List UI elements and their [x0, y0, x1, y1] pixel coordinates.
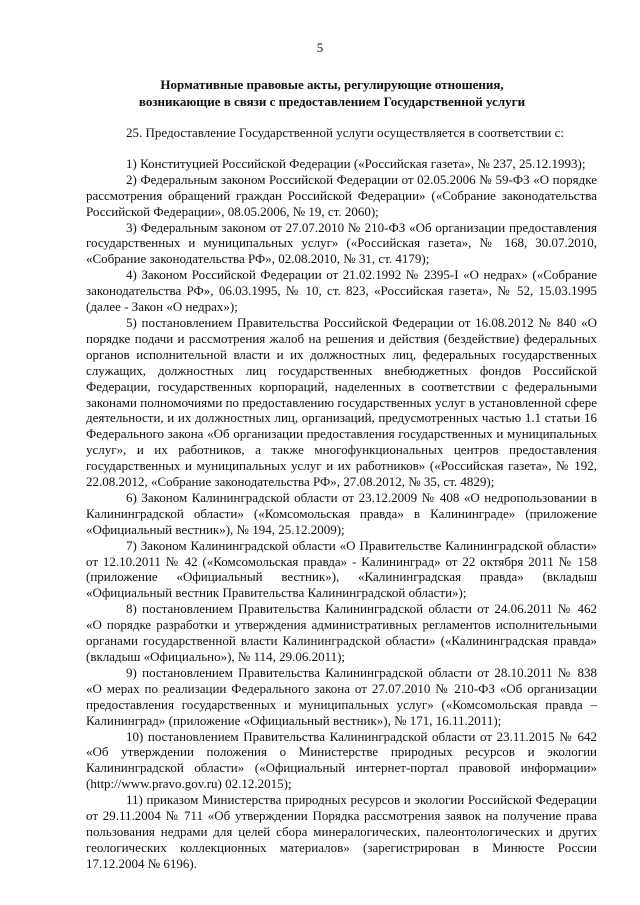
list-item-1: 1) Конституцией Российской Федерации («Российская газета», № 237, 25.12.1993); [126, 155, 586, 171]
list-item-5: 5) постановлением Правительства Российской Федерации от 16.08.2012 № 840 «О порядке подачи и рассмотрения жалоб на решения и действия (бездействие) федеральных органов исполнительной власти и их должностных лиц, федеральных государственных служащих, должностных лиц государственных внебюджетных фондов Российской Федерации, государственных корпораций, наделенных в соответствии с федеральными законами полномочиями по предоставлению государственных услуг в установленной сфере деятельности, и их должностных лиц, организаций, предусмотренных частью 1.1 статьи 16 Федерального закона «Об организации предоставления государственных и муниципальных услуг», и их работников, а также многофункциональных центров предоставления государственных и муниципальных услуг и их работников» («Российская газета», № 192, 22.08.2012, «Собрание законодательства РФ», 27.08.2012, № 35, ст. 4829); [86, 314, 597, 490]
list-item-9: 9) постановлением Правительства Калининградской области от 28.10.2011 № 838 «О мерах по реализации Федерального закона от 27.07.2010 № 210-ФЗ «Об организации предоставления государственных и муниципальных услуг» («Комсомольская правда – Калининград» (приложение «Официальный вестник»), № 171, 16.11.2011); [86, 664, 597, 728]
document-body [86, 125, 597, 872]
page-number: 5 [316, 40, 324, 55]
list-item-6: 6) Законом Калининградской области от 23.12.2009 № 408 «О недропользовании в Калининградской области» («Комсомольская правда» в Калининграде» (приложение «Официальный вестник»), № 194, 25.12.2009); [86, 489, 597, 537]
section-title-line-1: Нормативные правовые акты, регулирующие отношения, [160, 77, 504, 92]
list-item-4: 4) Законом Российской Федерации от 21.02.1992 № 2395-I «О недрах» («Собрание законодательства РФ», 06.03.1995, № 10, ст. 823, «Российская газета», № 52, 15.03.1995 (далее - Закон «О недрах»); [86, 267, 597, 315]
intro-paragraph: 25. Предоставление Государственной услуги осуществляется в соответствии с: [126, 125, 565, 140]
list-item-3: 3) Федеральным законом от 27.07.2010 № 210-ФЗ «Об организации предоставления государственных и муниципальных услуг» («Российская газета», № 168, 30.07.2010, «Собрание законодательства РФ», 02.08.2010, № 31, ст. 4179); [86, 219, 597, 267]
section-title-line-2: возникающие в связи с предоставлением Государственной услуги [138, 94, 526, 109]
list-item-8: 8) постановлением Правительства Калининградской области от 24.06.2011 № 462 «О порядке разработки и утверждения административных регламентов исполнительными органами государственной власти Калининградской области» («Калининградская правда» (вкладыш «Официально»), № 114, 29.06.2011); [86, 601, 597, 664]
list-item-7: 7) Законом Калининградской области «О Правительстве Калининградской области» от 12.10.2011 № 42 («Комсомольская правда» - Калининград» от 22 октября 2011 № 158 (приложение «Официальный вестник»), «Калининградская правда» (вкладыш «Официальный вестник Правительства Калининградской области»); [86, 537, 597, 601]
section-title [80, 76, 584, 110]
list-item-10: 10) постановлением Правительства Калининградской области от 23.11.2015 № 642 «Об утверждении положения о Министерстве природных ресурсов и экологии Калининградской области» («Официальный интернет-портал правовой информации» (http://www.pravo.gov.ru) 02.12.2015); [86, 728, 597, 792]
list-item-11: 11) приказом Министерства природных ресурсов и экологии Российской Федерации от 29.11.2004 № 711 «Об утверждении Порядка рассмотрения заявок на получение права пользования недрами для целей сбора минералогических, палеонтологических и других геологических коллекционных материалов» (зарегистрирован в Минюсте России 17.12.2004 № 6196). [86, 792, 597, 871]
list-item-2: 2) Федеральным законом Российской Федерации от 02.05.2006 № 59-ФЗ «О порядке рассмотрения обращений граждан Российской Федерации» («Собрание законодательства Российской Федерации», 08.05.2006, № 19, ст. 2060); [86, 171, 597, 219]
